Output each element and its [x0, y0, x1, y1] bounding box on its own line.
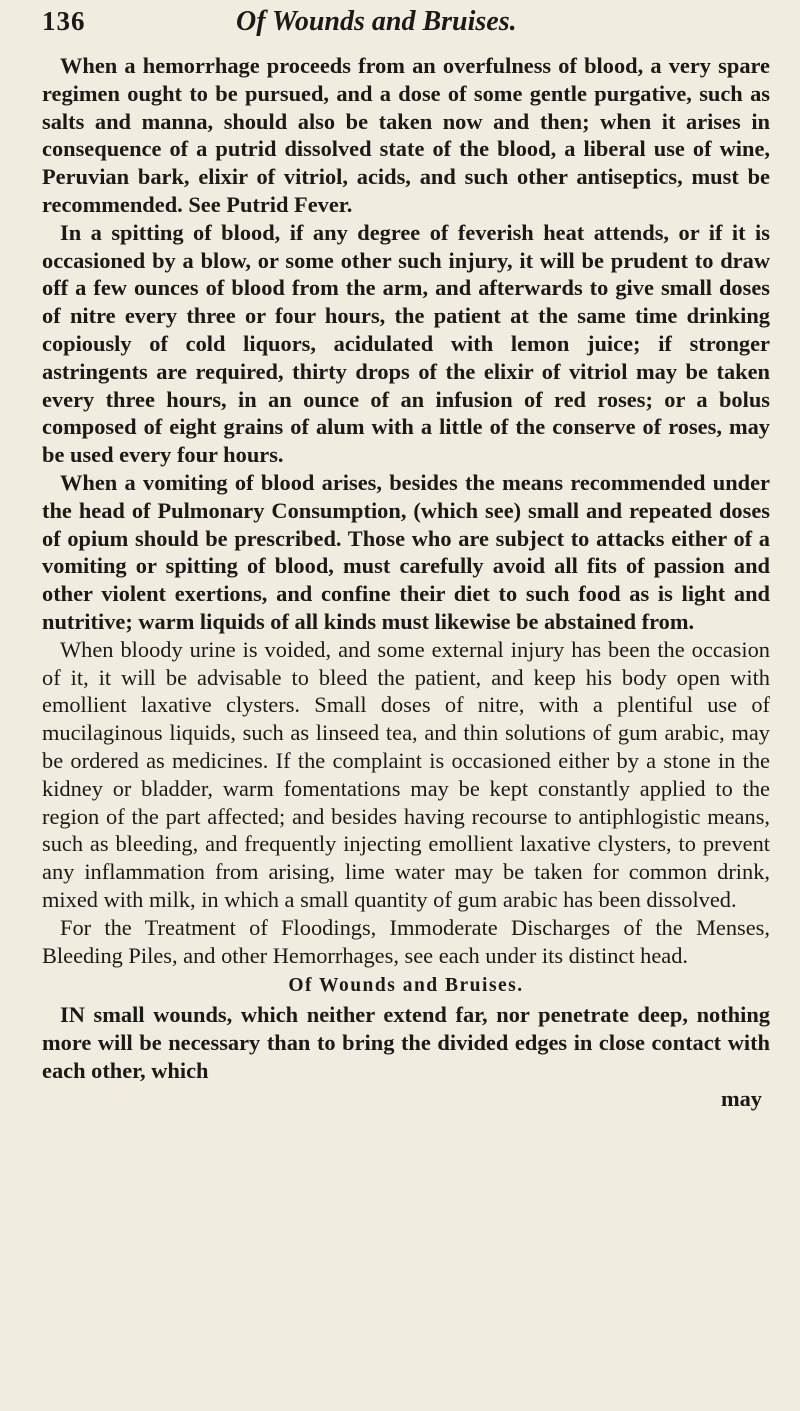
body-text: [42, 52, 770, 1112]
paragraph-vomiting-of-blood: When a vomiting of blood arises, besides the means recommended under the head of Pulmonary Consumption, (which see) small and repeated doses of opium should be prescribed. Those who are subject to attacks either of a vomiting or spitting of blood, must carefully avoid all fits of passion and other violent exertions, and confine their diet to such food as is light and nutritive; warm liquids of all kinds must likewise be abstained from.: [42, 469, 770, 634]
paragraph-small-wounds: IN small wounds, which neither extend far, nor penetrate deep, nothing more will be necessary than to bring the divided edges in close contact with each other, which: [42, 1002, 770, 1083]
paragraph-spitting-of-blood: In a spitting of blood, if any degree of feverish heat attends, or if it is occasioned by a blow, or some other such injury, it will be prudent to draw off a few ounces of blood from the arm, and afterwards to give small doses of nitre every three or four hours, the patient at the same time drinking copiously of cold liquors, acidulated with lemon juice; if stronger astringents are required, thirty drops of the elixir of vitriol may be taken every three hours, in an ounce of an infusion of red roses; or a bolus composed of eight grains of alum with a little of the conserve of roses, may be used every four hours.: [42, 219, 770, 468]
page-number: 136: [42, 6, 86, 36]
running-head: [42, 0, 770, 52]
paragraph-bloody-urine: When bloody urine is voided, and some external injury has been the occasion of it, it will be advisable to bleed the patient, and keep his body open with emollient laxative clysters. Small doses of nitre, with a plentiful use of mucilaginous liquids, such as linseed tea, and thin solutions of gum arabic, may be ordered as medicines. If the complaint is occasioned either by a stone in the kidney or bladder, warm fomentations may be kept constantly applied to the region of the part affected; and besides having recourse to antiphlogistic means, such as bleeding, and frequently injecting emollient laxative clysters, to prevent any inflammation from arising, lime water may be taken for common drink, mixed with milk, in which a small quantity of gum arabic has been dissolved.: [42, 636, 770, 912]
catchword: may: [720, 1085, 762, 1111]
paragraph-floodings: For the Treatment of Floodings, Immoderate Discharges of the Menses, Bleeding Piles, and other Hemorrhages, see each under its distinct head.: [42, 914, 770, 968]
running-title: Of Wounds and Bruises.: [236, 6, 517, 37]
paragraph-hemorrhage-overfulness: When a hemorrhage proceeds from an overfulness of blood, a very spare regimen ought to be pursued, and a dose of some gentle purgative, such as salts and manna, should also be taken now and then; when it arises in consequence of a putrid dissolved state of the blood, a liberal use of wine, Peruvian bark, elixir of vitriol, acids, and such other antiseptics, must be recommended. See Putrid Fever.: [42, 53, 770, 217]
section-heading: Of Wounds and Bruises.: [288, 975, 524, 997]
